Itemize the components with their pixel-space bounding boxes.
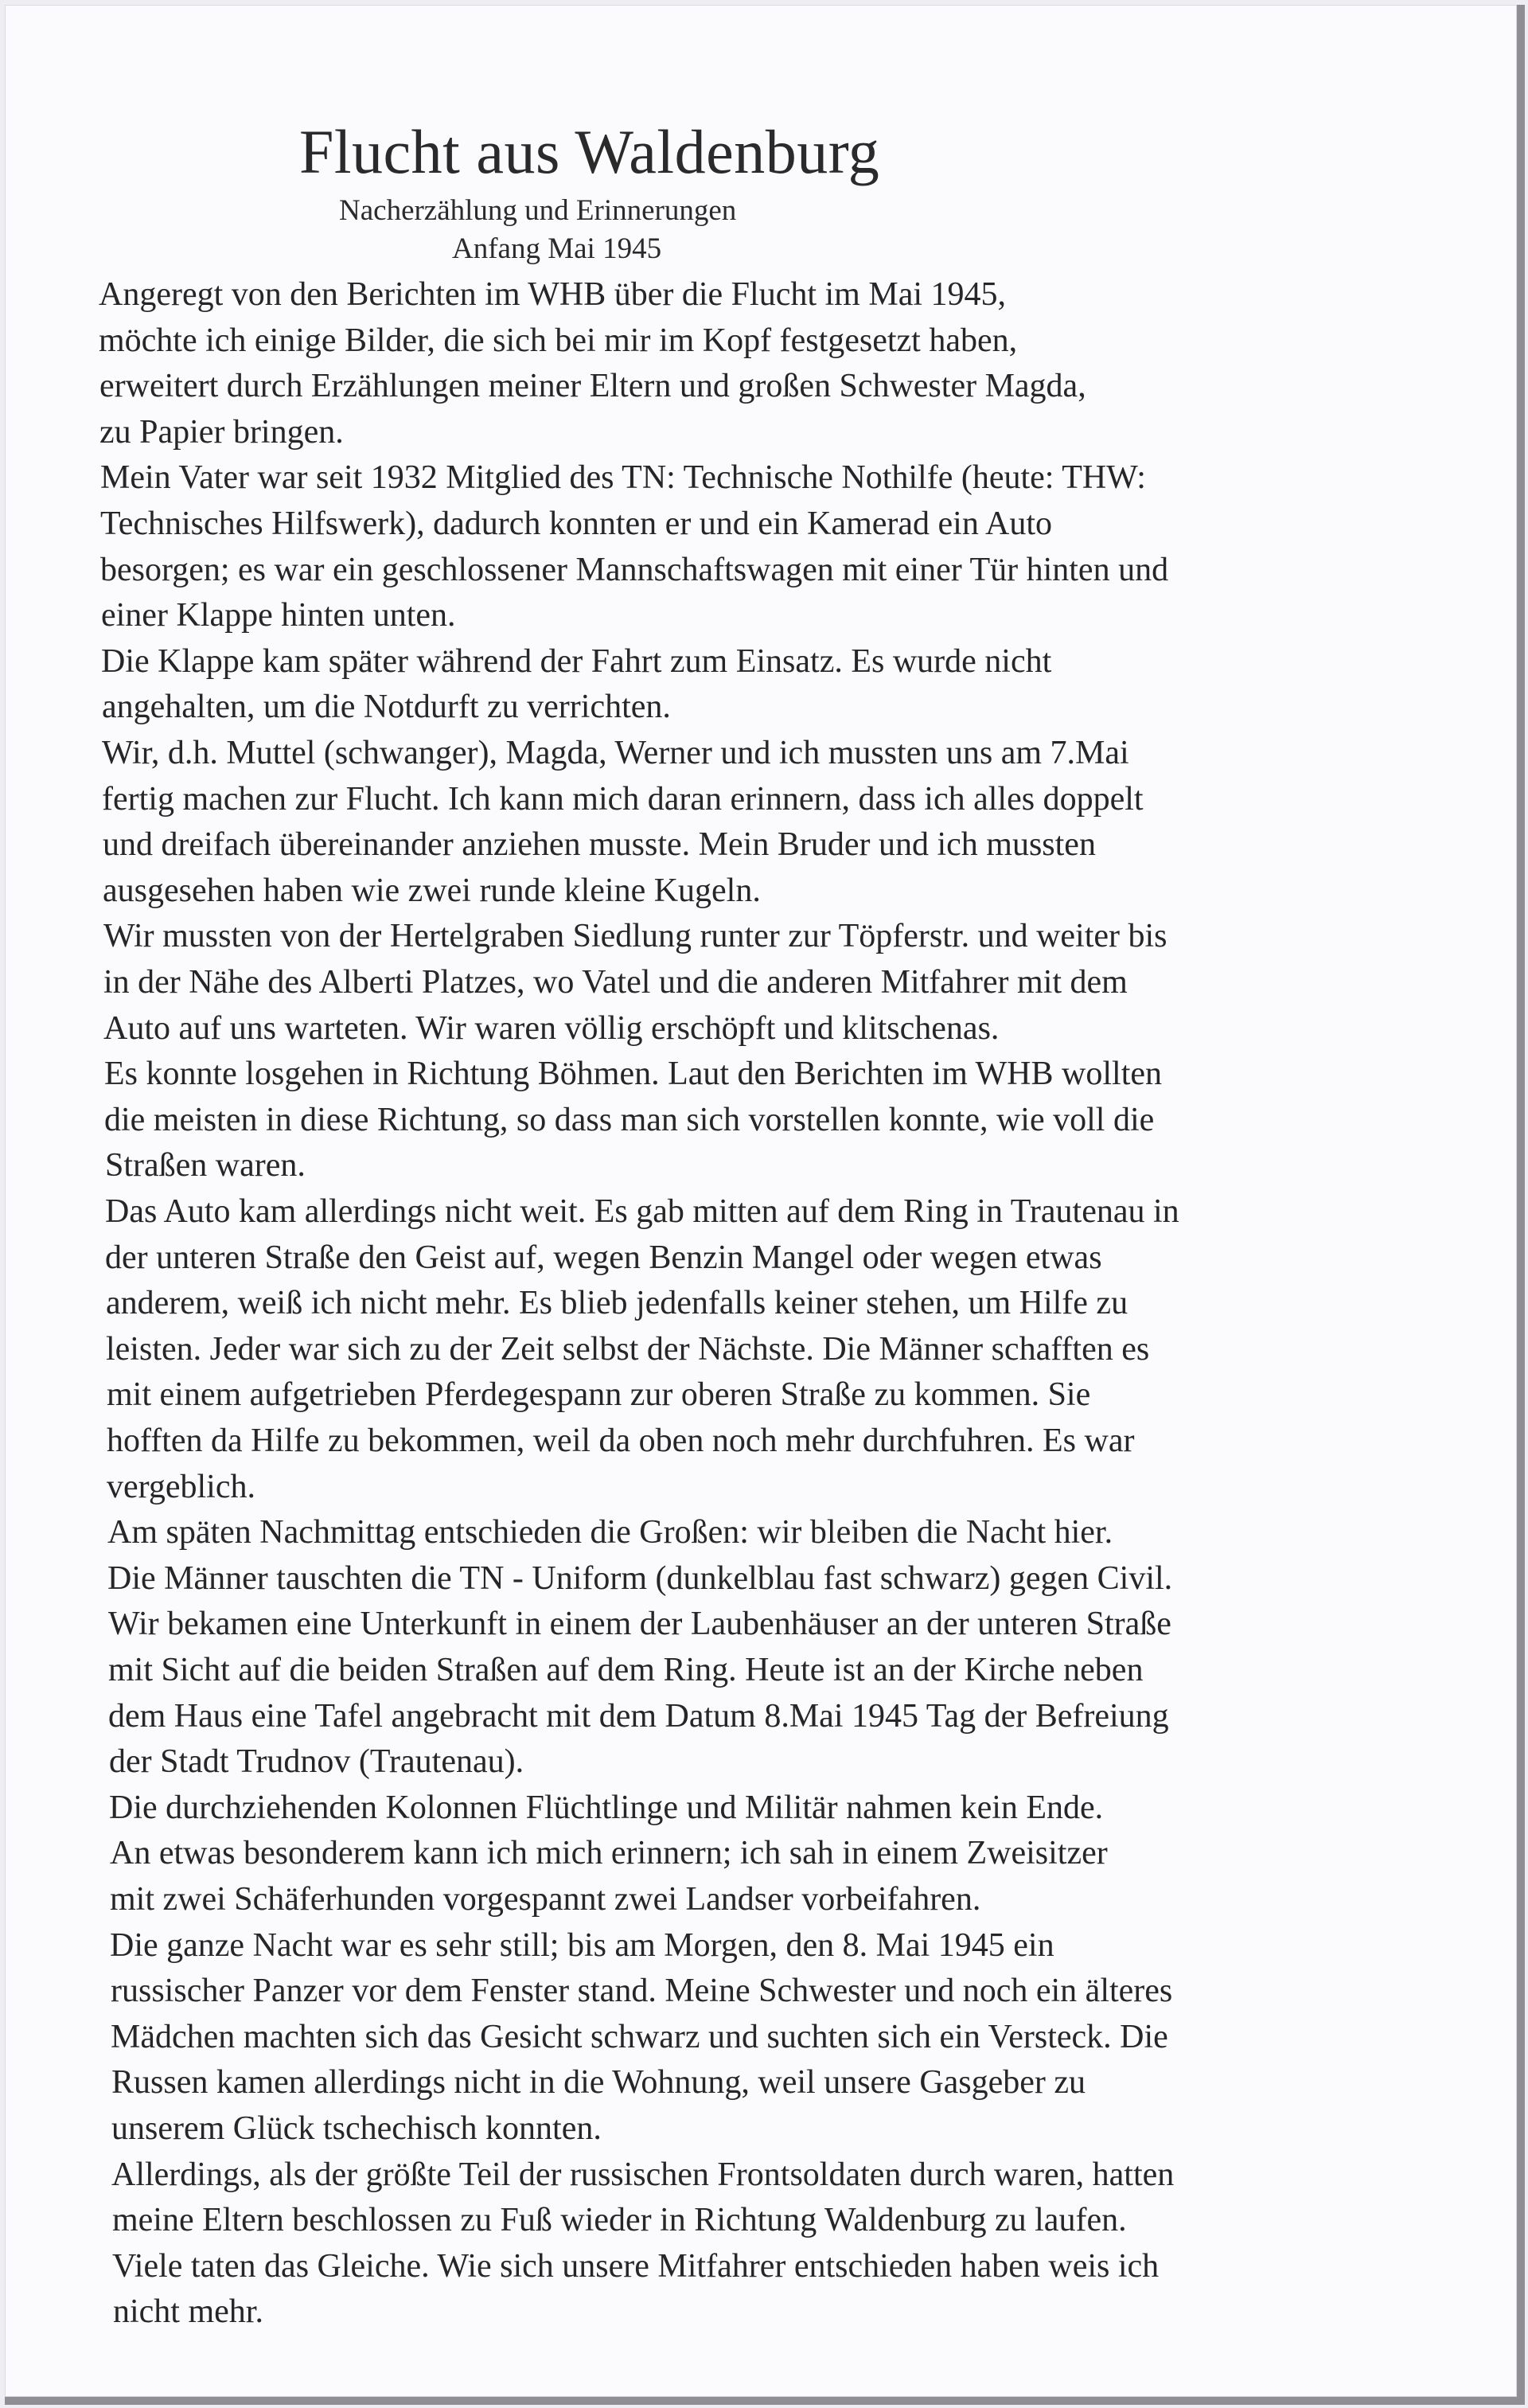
body-line: Es konnte losgehen in Richtung Böhmen. Laut den Berichten im WHB wollten [104,1056,1163,1092]
body-line: Allerdings, als der größte Teil der russischen Frontsoldaten durch waren, hatten [111,2156,1175,2193]
body-line: meine Eltern beschlossen zu Fuß wieder in Richtung Waldenburg zu laufen. [112,2202,1127,2238]
body-line: in der Nähe des Alberti Platzes, wo Vatel und die anderen Mitfahrer mit dem [103,964,1128,1001]
body-line: besorgen; es war ein geschlossener Mannschaftswagen mit einer Tür hinten und [100,552,1169,588]
body-line: erweitert durch Erzählungen meiner Eltern und großen Schwester Magda, [99,368,1086,404]
body-line: Russen kamen allerdings nicht in die Wohnung, weil unsere Gasgeber zu [111,2064,1086,2101]
body-line: der Stadt Trudnov (Trautenau). [109,1743,524,1780]
body-line: möchte ich einige Bilder, die sich bei mir im Kopf festgesetzt haben, [99,322,1018,359]
body-line: Mein Vater war seit 1932 Mitglied des TN: Technische Nothilfe (heute: THW: [100,459,1146,496]
body-line: leisten. Jeder war sich zu der Zeit selbst der Nächste. Die Männer schafften es [106,1331,1150,1368]
body-line: Die ganze Nacht war es sehr still; bis am Morgen, den 8. Mai 1945 ein [110,1927,1054,1964]
body-line: Auto auf uns warteten. Wir waren völlig erschöpft und klitschenas. [103,1010,1000,1047]
body-line: Angeregt von den Berichten im WHB über die Flucht im Mai 1945, [99,276,1007,313]
document-title: Flucht aus Waldenburg [299,117,880,186]
body-line: Wir bekamen eine Unterkunft in einem der Laubenhäuser an der unteren Straße [108,1606,1171,1642]
document-date: Anfang Mai 1945 [452,232,662,265]
body-line: dem Haus eine Tafel angebracht mit dem Datum 8.Mai 1945 Tag der Befreiung [108,1698,1169,1735]
body-line: und dreifach übereinander anziehen musste. Mein Bruder und ich mussten [103,826,1096,863]
body-line: Wir mussten von der Hertelgraben Siedlung runter zur Töpferstr. und weiter bis [103,918,1167,954]
body-line: Die Klappe kam später während der Fahrt zum Einsatz. Es wurde nicht [101,643,1052,680]
body-line: Viele taten das Gleiche. Wie sich unsere Mitfahrer entschieden haben weis ich [112,2248,1160,2285]
body-line: Die durchziehenden Kolonnen Flüchtlinge und Militär nahmen kein Ende. [109,1789,1104,1826]
body-line: einer Klappe hinten unten. [101,597,456,634]
body-line: Die Männer tauschten die TN - Uniform (dunkelblau fast schwarz) gegen Civil. [107,1560,1173,1597]
body-line: Wir, d.h. Muttel (schwanger), Magda, Werner und ich mussten uns am 7.Mai [102,735,1129,771]
body-line: die meisten in diese Richtung, so dass man sich vorstellen konnte, wie voll die [104,1102,1155,1138]
body-line: russischer Panzer vor dem Fenster stand. Meine Schwester und noch ein älteres [111,1973,1173,2009]
body-line: Technisches Hilfswerk), dadurch konnten er und ein Kamerad ein Auto [100,505,1053,542]
body-line: zu Papier bringen. [99,414,344,451]
body-line: unserem Glück tschechisch konnten. [111,2110,602,2147]
document-page [5,5,1525,2405]
document-subtitle: Nacherzählung und Erinnerungen [339,194,737,227]
body-line: angehalten, um die Notdurft zu verrichten. [102,689,671,725]
body-line: anderem, weiß ich nicht mehr. Es blieb jedenfalls keiner stehen, um Hilfe zu [106,1285,1128,1321]
body-line: der unteren Straße den Geist auf, wegen Benzin Mangel oder wegen etwas [105,1239,1102,1276]
body-line: An etwas besonderem kann ich mich erinnern; ich sah in einem Zweisitzer [110,1835,1108,1871]
body-line: mit Sicht auf die beiden Straßen auf dem Ring. Heute ist an der Kirche neben [108,1652,1144,1688]
body-line: hofften da Hilfe zu bekommen, weil da oben noch mehr durchfuhren. Es war [107,1423,1135,1459]
body-line: Mädchen machten sich das Gesicht schwarz und suchten sich ein Versteck. Die [111,2019,1168,2055]
body-line: fertig machen zur Flucht. Ich kann mich daran erinnern, dass ich alles doppelt [102,781,1144,818]
body-line: nicht mehr. [113,2293,263,2330]
body-line: Am späten Nachmittag entschieden die Großen: wir bleiben die Nacht hier. [107,1514,1113,1551]
body-line: Straßen waren. [105,1147,306,1184]
body-line: ausgesehen haben wie zwei runde kleine Kugeln. [103,872,761,909]
body-line: mit einem aufgetrieben Pferdegespann zur oberen Straße zu kommen. Sie [107,1376,1091,1413]
body-line: mit zwei Schäferhunden vorgespannt zwei Landser vorbeifahren. [110,1881,981,1918]
body-line: Das Auto kam allerdings nicht weit. Es gab mitten auf dem Ring in Trautenau in [105,1193,1179,1230]
body-line: vergeblich. [107,1469,255,1505]
